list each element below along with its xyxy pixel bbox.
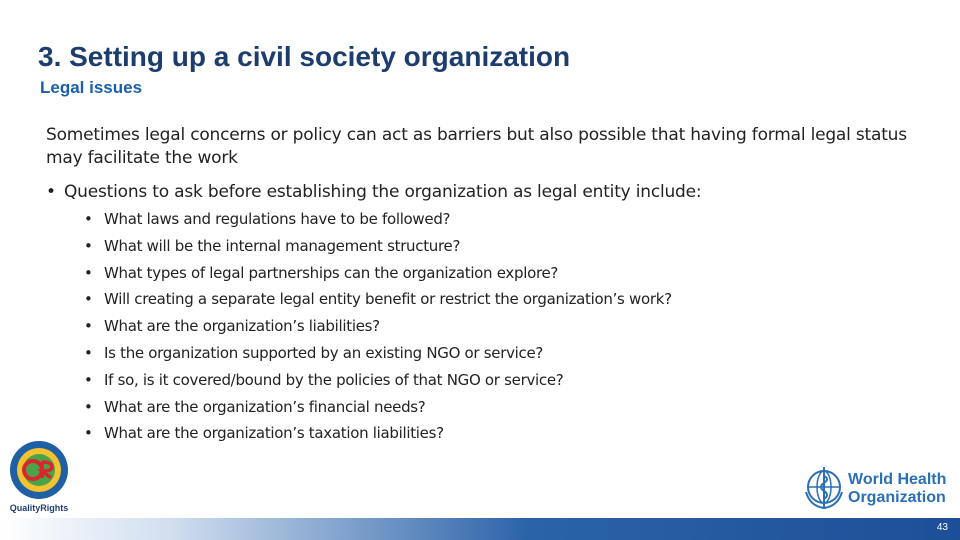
sub-bullet-item (84, 396, 672, 423)
quality-rights-logo (6, 440, 72, 516)
intro-paragraph: Sometimes legal concerns or policy can act as barriers but also possible that having formal legal status may facilitate the work (46, 125, 907, 168)
sub-bullet-text: Will creating a separate legal entity benefit or restrict the organization’s work? (104, 290, 672, 309)
who-logo (800, 462, 956, 512)
sub-bullet-text: What are the organization’s financial needs? (104, 397, 426, 416)
sub-bullet-text: What are the organization’s liabilities? (104, 317, 380, 336)
page-number: 43 (936, 522, 948, 533)
sub-bullet-text: If so, is it covered/bound by the policies of that NGO or service? (104, 370, 564, 389)
bullet-marker: • (84, 263, 93, 282)
sub-bullet-item (84, 288, 672, 315)
sub-bullet-text: What are the organization’s taxation liabilities? (104, 424, 444, 443)
who-name-line2: Organization (848, 489, 946, 506)
footer-bar (0, 518, 960, 540)
sub-bullet-item (84, 208, 672, 235)
sub-bullet-item (84, 235, 672, 262)
sub-bullet-item (84, 369, 672, 396)
who-emblem-icon (806, 467, 842, 508)
sub-bullet-item (84, 342, 672, 369)
bullet-marker: • (84, 397, 93, 416)
bullet-marker: • (84, 343, 93, 362)
bullet-marker: • (84, 236, 93, 255)
bullet-marker: • (84, 424, 93, 443)
sub-bullet-item (84, 315, 672, 342)
bullet-marker: • (84, 210, 93, 228)
main-bullet (46, 182, 701, 202)
sub-bullet-list (84, 208, 672, 449)
bullet-marker: • (84, 317, 93, 336)
sub-bullet-text: What laws and regulations have to be followed? (104, 210, 451, 228)
bullet-marker: • (46, 182, 56, 202)
sub-bullet-item (84, 422, 672, 449)
who-name-line1: World Health (848, 471, 947, 488)
main-bullet-text: Questions to ask before establishing the organization as legal entity include: (64, 182, 702, 202)
slide-subtitle: Legal issues (40, 78, 143, 97)
quality-rights-wordmark: QualityRights (9, 503, 69, 513)
sub-bullet-text: What types of legal partnerships can the organization explore? (104, 263, 559, 282)
sub-bullet-text: What will be the internal management structure? (104, 236, 461, 255)
bullet-marker: • (84, 290, 93, 309)
sub-bullet-item (84, 262, 672, 289)
slide-title: 3. Setting up a civil society organization (38, 41, 571, 72)
bullet-marker: • (84, 370, 93, 389)
sub-bullet-text: Is the organization supported by an existing NGO or service? (104, 343, 544, 362)
